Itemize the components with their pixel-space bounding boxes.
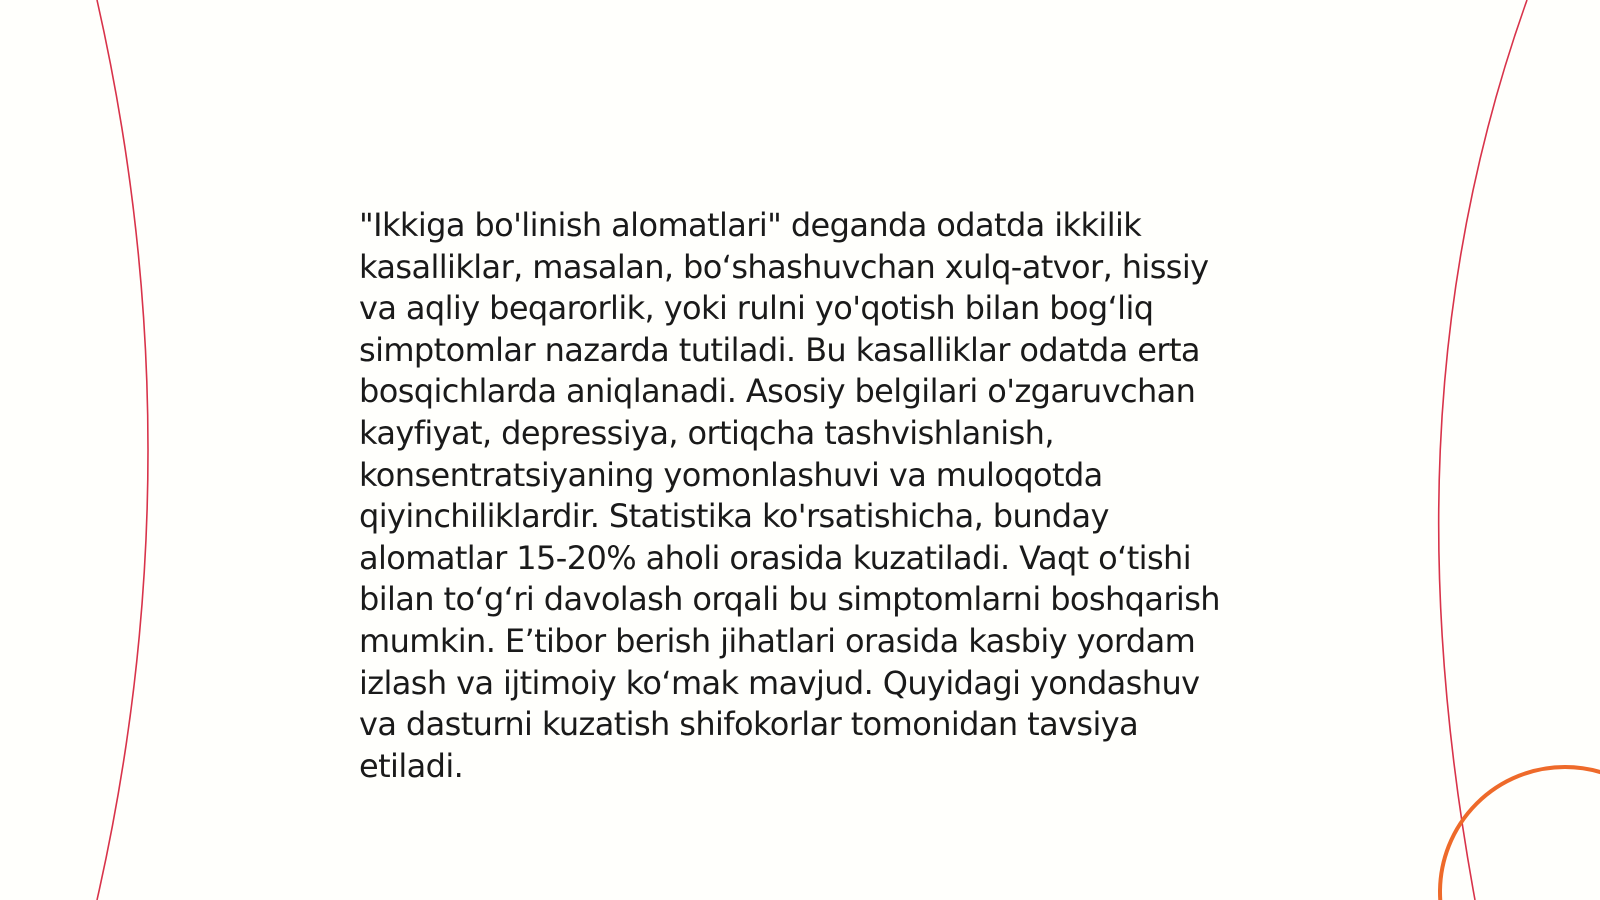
left-curve-line: [97, 0, 148, 900]
body-paragraph: "Ikkiga bo'linish alomatlari" deganda odatda ikkilik kasalliklar, masalan, bo‘shashuvchan xulq-atvor, hissiy va aqliy beqarorlik, yoki rulni yo'qotish bilan bog‘liq simptomlar nazarda tutiladi. Bu kasalliklar odatda erta bosqichlarda aniqlanadi. Asosiy belgilari o'zgaruvchan kayfiyat, depressiya, ortiqcha tashvishlanish, konsentratsiyaning yomonlashuvi va muloqotda qiyinchiliklardir. Statistika ko'rsatishicha, bunday alomatlar 15-20% aholi orasida kuzatiladi. Vaqt o‘tishi bilan to‘g‘ri davolash orqali bu simptomlarni boshqarish mumkin. E’tibor berish jihatlari orasida kasbiy yordam izlash va ijtimoiy ko‘mak mavjud. Quyidagi yondashuv va dasturni kuzatish shifokorlar tomonidan tavsiya etiladi.: [359, 206, 1220, 785]
right-curve-line: [1439, 0, 1527, 900]
